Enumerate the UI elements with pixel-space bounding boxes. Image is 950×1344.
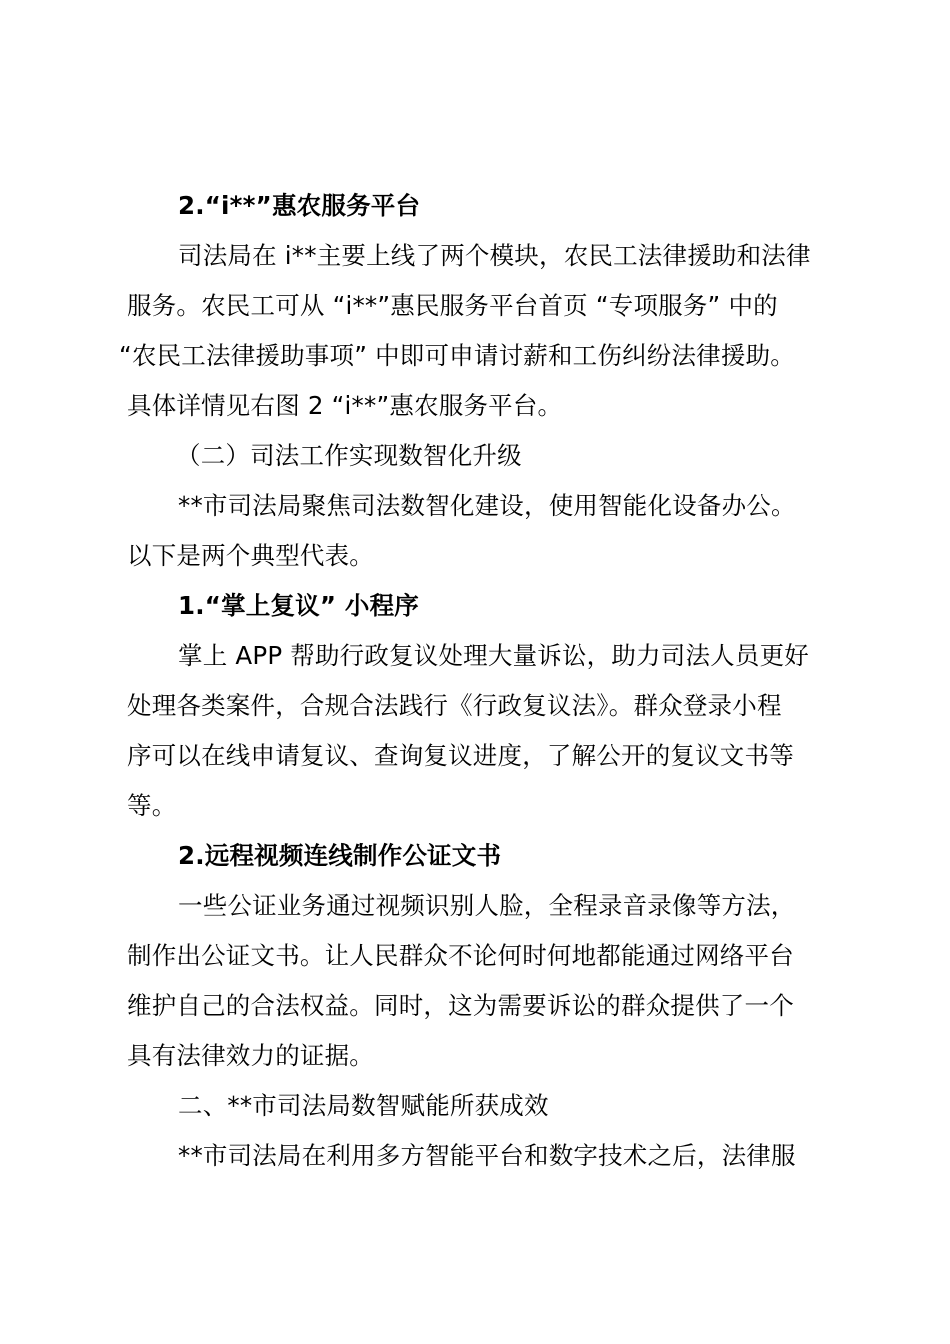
paragraph-platform-modules <box>119 231 843 431</box>
subheading-huinong-platform: 2.“i**”惠农服务平台 <box>178 191 421 220</box>
paragraph-line: “农民工法律援助事项” 中即可申请讨薪和工伤纠纷法律援助。 <box>119 341 795 370</box>
paragraph-line: 制作出公证文书。让人民群众不论何时何地都能通过网络平台 <box>127 941 794 970</box>
paragraph-line: 具有法律效力的证据。 <box>127 1041 374 1070</box>
paragraph-line: 以下是两个典型代表。 <box>127 541 374 570</box>
paragraph-line: 司法局在 i**主要上线了两个模块，农民工法律援助和法律 <box>178 241 811 270</box>
paragraph-line: 具体详情见右图 2 “i**”惠农服务平台。 <box>127 391 563 420</box>
section-heading-digital-upgrade: （二）司法工作实现数智化升级 <box>176 441 522 470</box>
paragraph-mobile-app <box>127 631 843 831</box>
paragraph-line: 一些公证业务通过视频识别人脸，全程录音录像等方法， <box>178 891 796 920</box>
paragraph-line: 维护自己的合法权益。同时，这为需要诉讼的群众提供了一个 <box>127 991 794 1020</box>
paragraph-line: 序可以在线申请复议、查询复议进度，了解公开的复议文书等 <box>127 741 794 770</box>
paragraph-notarization <box>127 881 843 1081</box>
paragraph-line: 处理各类案件，合规合法践行《行政复议法》。群众登录小程 <box>127 691 782 720</box>
paragraph-line: **市司法局聚焦司法数智化建设，使用智能化设备办公。 <box>178 491 796 520</box>
paragraph-results <box>127 1131 843 1181</box>
paragraph-line: 等。 <box>127 791 177 820</box>
subheading-remote-notarization: 2.远程视频连线制作公证文书 <box>178 841 502 870</box>
section-heading-results: 二、**市司法局数智赋能所获成效 <box>178 1091 549 1120</box>
paragraph-line: 掌上 APP 帮助行政复议处理大量诉讼，助力司法人员更好 <box>178 641 809 670</box>
document-body <box>119 181 843 1181</box>
paragraph-line: 服务。农民工可从 “i**”惠民服务平台首页 “专项服务” 中的 <box>127 291 778 320</box>
paragraph-line: **市司法局在利用多方智能平台和数字技术之后，法律服 <box>178 1141 796 1170</box>
subheading-mobile-review: 1.“掌上复议” 小程序 <box>178 591 419 620</box>
paragraph-digital-construction <box>127 481 843 581</box>
